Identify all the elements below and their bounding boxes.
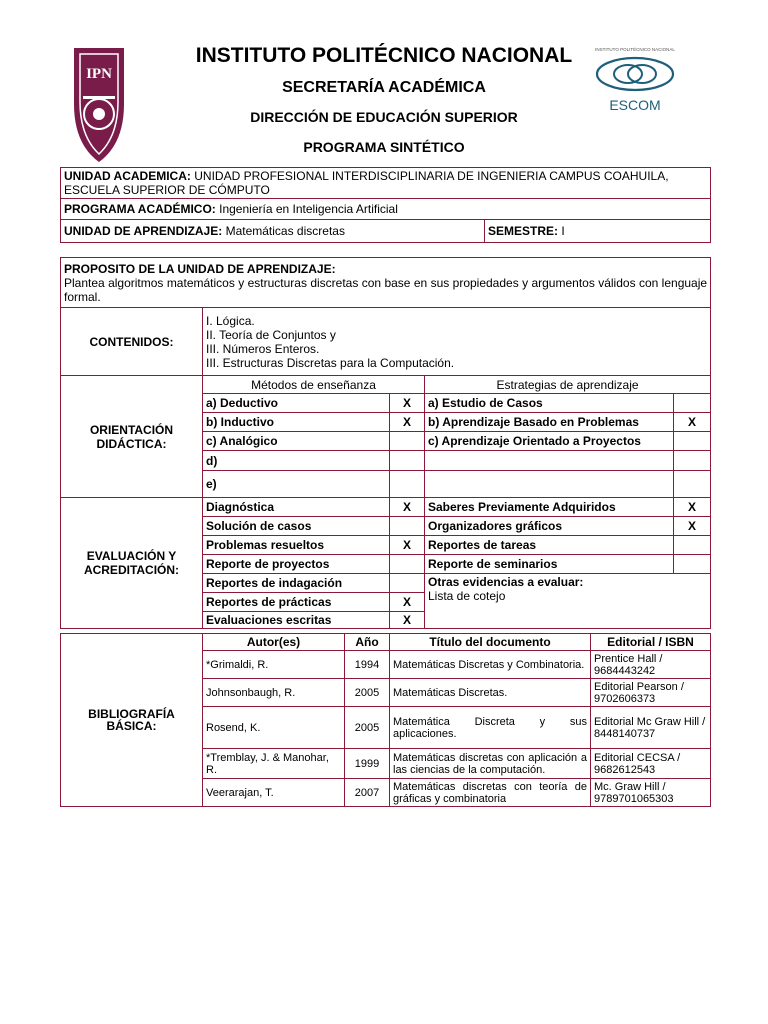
estrategia-item: c) Aprendizaje Orientado a Proyectos xyxy=(425,432,674,451)
editorial-cell: Editorial CECSA / 9682612543 xyxy=(591,749,711,779)
metodo-mark: X xyxy=(390,394,425,413)
anio-cell: 2005 xyxy=(345,679,390,707)
ipn-logo-icon xyxy=(68,44,130,166)
document-header xyxy=(0,0,768,160)
escom-logo-caption: INSTITUTO POLITÉCNICO NACIONAL xyxy=(595,47,675,52)
editorial-cell: Mc. Graw Hill / 9789701065303 xyxy=(591,779,711,807)
unidad-aprendizaje-cell xyxy=(61,220,485,243)
evaluacion-mark: X xyxy=(390,612,425,629)
evaluacion-item: Problemas resueltos xyxy=(203,536,390,555)
estrategia-item xyxy=(425,451,674,471)
autor-cell: *Tremblay, J. & Manohar, R. xyxy=(203,749,345,779)
evidencia-mark: X xyxy=(674,498,711,517)
evaluacion-mark: X xyxy=(390,536,425,555)
unidad-aprendizaje-label: UNIDAD DE APRENDIZAJE: xyxy=(64,224,223,238)
unidad-academica-value: UNIDAD PROFESIONAL INTERDISCIPLINARIA DE INGENIERIA CAMPUS COAHUILA, ESCUELA SUPERIOR DE CÓMPUTO xyxy=(64,169,669,197)
metodo-item: e) xyxy=(203,471,390,498)
contenido-item: III. Números Enteros. xyxy=(206,341,320,356)
proposito-cell xyxy=(61,258,711,308)
anio-cell: 1999 xyxy=(345,749,390,779)
metodo-item: d) xyxy=(203,451,390,471)
metodo-item: c) Analógico xyxy=(203,432,390,451)
autor-cell: Veerarajan, T. xyxy=(203,779,345,807)
evaluacion-label: EVALUACIÓN Y ACREDITACIÓN: xyxy=(61,498,203,629)
evaluacion-item: Reportes de prácticas xyxy=(203,593,390,612)
evaluacion-mark: X xyxy=(390,593,425,612)
metodo-mark xyxy=(390,432,425,451)
bibliografia-table xyxy=(60,633,711,807)
editorial-cell: Prentice Hall / 9684443242 xyxy=(591,651,711,679)
metodo-item: a) Deductivo xyxy=(203,394,390,413)
evaluacion-mark xyxy=(390,574,425,593)
evidencia-item: Reportes de tareas xyxy=(425,536,674,555)
contenido-item: II. Teoría de Conjuntos y xyxy=(206,327,336,342)
titulo-cell: Matemática Discreta y sus aplicaciones. xyxy=(390,707,591,749)
evaluacion-mark xyxy=(390,517,425,536)
metodo-mark: X xyxy=(390,413,425,432)
unidad-academica-cell xyxy=(61,168,711,199)
evidencia-mark xyxy=(674,555,711,574)
evidencia-mark xyxy=(674,536,711,555)
autor-cell: *Grimaldi, R. xyxy=(203,651,345,679)
evaluacion-item: Solución de casos xyxy=(203,517,390,536)
otras-evidencias-value: Lista de cotejo xyxy=(428,589,506,603)
evaluacion-item: Reportes de indagación xyxy=(203,574,390,593)
unidad-academica-label: UNIDAD ACADEMICA: xyxy=(64,169,191,183)
estrategia-mark xyxy=(674,471,711,498)
metodos-header: Métodos de enseñanza xyxy=(203,376,425,394)
anio-cell: 2005 xyxy=(345,707,390,749)
metodo-mark xyxy=(390,471,425,498)
semestre-label: SEMESTRE: xyxy=(488,224,559,238)
evaluacion-item: Reporte de proyectos xyxy=(203,555,390,574)
evaluacion-mark: X xyxy=(390,498,425,517)
semestre-value: I xyxy=(561,224,565,238)
main-table xyxy=(60,257,711,629)
col-header-titulo: Título del documento xyxy=(390,634,591,651)
evidencia-item: Reporte de seminarios xyxy=(425,555,674,574)
editorial-cell: Editorial Mc Graw Hill / 8448140737 xyxy=(591,707,711,749)
proposito-label: PROPOSITO DE LA UNIDAD DE APRENDIZAJE: xyxy=(64,261,336,276)
titulo-cell: Matemáticas Discretas y Combinatoria. xyxy=(390,651,591,679)
contenido-item: I. Lógica. xyxy=(206,313,255,328)
col-header-autor: Autor(es) xyxy=(203,634,345,651)
estrategia-mark: X xyxy=(674,413,711,432)
contenidos-label: CONTENIDOS: xyxy=(61,308,203,376)
editorial-cell: Editorial Pearson / 9702606373 xyxy=(591,679,711,707)
programa-academico-label: PROGRAMA ACADÉMICO: xyxy=(64,202,216,216)
evaluacion-mark xyxy=(390,555,425,574)
orientacion-label: ORIENTACIÓN DIDÁCTICA: xyxy=(61,376,203,498)
anio-cell: 1994 xyxy=(345,651,390,679)
autor-cell: Rosend, K. xyxy=(203,707,345,749)
col-header-editorial: Editorial / ISBN xyxy=(591,634,711,651)
estrategia-mark xyxy=(674,432,711,451)
otras-evidencias-cell xyxy=(425,574,711,629)
proposito-text: Plantea algoritmos matemáticos y estructuras discretas con base en sus propiedades y argumentos válidos con lenguaje formal. xyxy=(64,275,708,304)
titulo-cell: Matemáticas discretas con teoría de gráficas y combinatoria xyxy=(390,779,591,807)
ipn-logo-text: IPN xyxy=(86,66,112,82)
contenidos-list xyxy=(203,308,711,376)
estrategia-item xyxy=(425,471,674,498)
otras-evidencias-label: Otras evidencias a evaluar: xyxy=(428,575,584,589)
metodo-item: b) Inductivo xyxy=(203,413,390,432)
semestre-cell xyxy=(485,220,711,243)
bibliografia-label: BIBLIOGRAFÍA BÁSICA: xyxy=(61,634,203,807)
estrategia-item: a) Estudio de Casos xyxy=(425,394,674,413)
direction-title: DIRECCIÓN DE EDUCACIÓN SUPERIOR xyxy=(250,109,518,125)
estrategia-item: b) Aprendizaje Basado en Problemas xyxy=(425,413,674,432)
program-title: PROGRAMA SINTÉTICO xyxy=(303,139,465,155)
evaluacion-item: Diagnóstica xyxy=(203,498,390,517)
secretariat-title: SECRETARÍA ACADÉMICA xyxy=(282,79,486,96)
programa-academico-cell xyxy=(61,199,711,220)
evidencia-item: Saberes Previamente Adquiridos xyxy=(425,498,674,517)
col-header-anio: Año xyxy=(345,634,390,651)
evidencia-mark: X xyxy=(674,517,711,536)
evaluacion-item: Evaluaciones escritas xyxy=(203,612,390,629)
escom-logo-text: ESCOM xyxy=(609,97,661,113)
contenido-item: III. Estructuras Discretas para la Computación. xyxy=(206,355,455,370)
header-titles xyxy=(150,42,618,156)
estrategia-mark xyxy=(674,394,711,413)
titulo-cell: Matemáticas discretas con aplicación a las ciencias de la computación. xyxy=(390,749,591,779)
anio-cell: 2007 xyxy=(345,779,390,807)
autor-cell: Johnsonbaugh, R. xyxy=(203,679,345,707)
estrategia-mark xyxy=(674,451,711,471)
unidad-aprendizaje-value: Matemáticas discretas xyxy=(225,224,345,238)
titulo-cell: Matemáticas Discretas. xyxy=(390,679,591,707)
metodo-mark xyxy=(390,451,425,471)
evidencia-item: Organizadores gráficos xyxy=(425,517,674,536)
escom-logo-icon xyxy=(592,44,678,116)
estrategias-header: Estrategias de aprendizaje xyxy=(425,376,711,394)
info-table xyxy=(60,167,711,243)
programa-academico-value: Ingeniería en Inteligencia Artificial xyxy=(219,202,398,216)
institute-title: INSTITUTO POLITÉCNICO NACIONAL xyxy=(195,44,573,67)
